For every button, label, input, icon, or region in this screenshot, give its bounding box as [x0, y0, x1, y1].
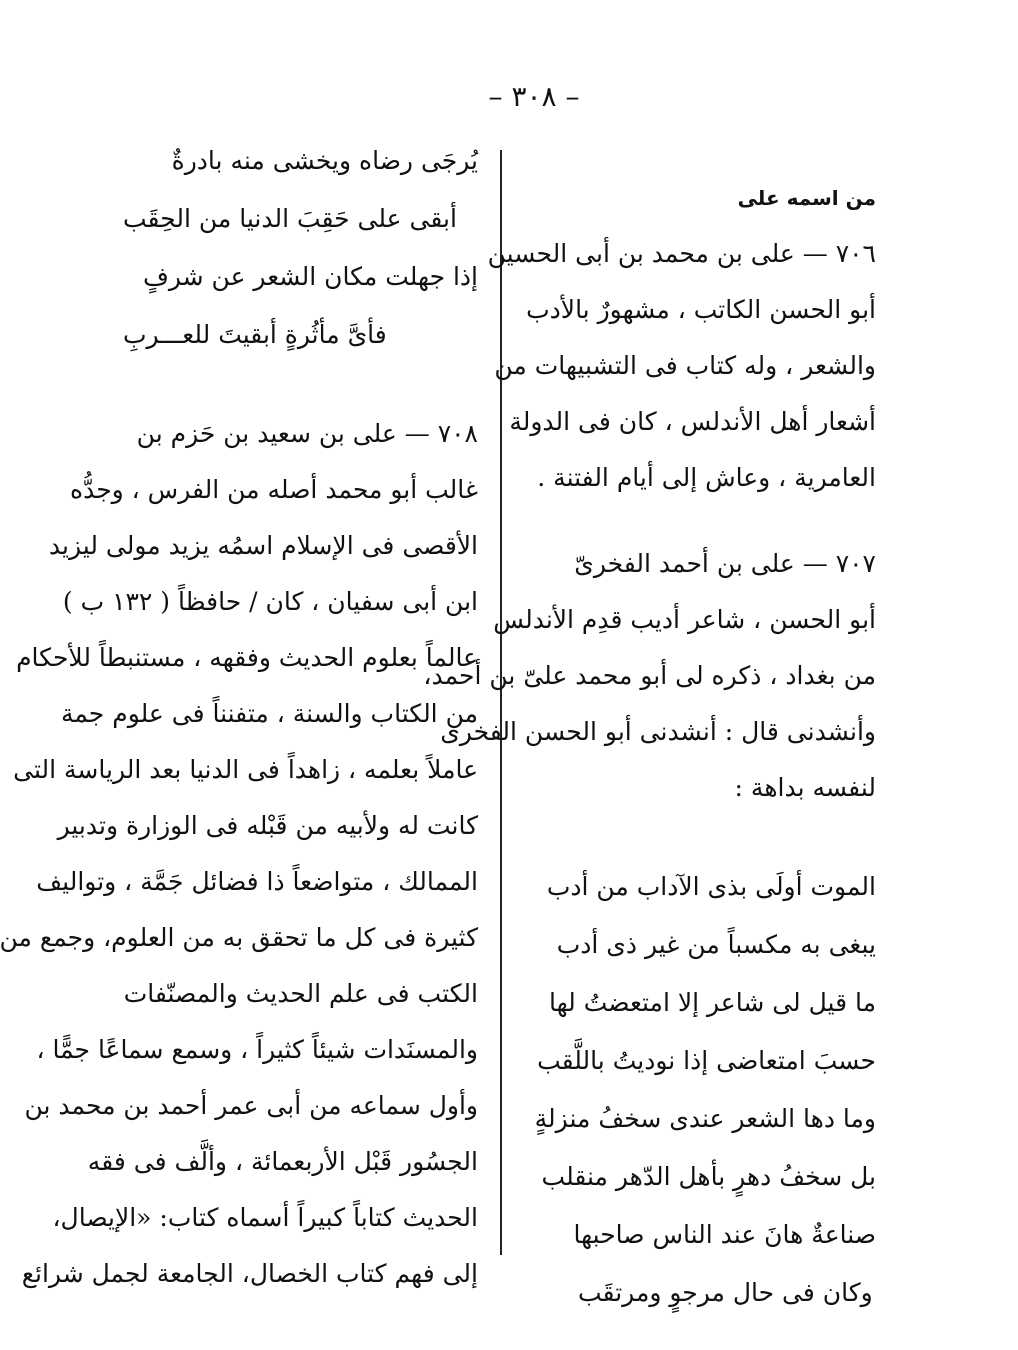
text-line: والشعر ، وله كتاب فى التشبيهات من [494, 351, 876, 380]
section-heading: من اسمه على [737, 186, 876, 210]
left-column [0, 132, 478, 1302]
text-line: عاملاً بعلمه ، زاهداً فى الدنيا بعد الرياسة التى [13, 755, 478, 784]
text-line: وأنشدنى قال : أنشدنى أبو الحسن الفخرى [440, 717, 876, 746]
text-line: ٧٠٨ — على بن سعيد بن حَزم بن [136, 419, 478, 448]
text-line: الحديث كتاباً كبيراً أسماه كتاب: «الإيصال، [52, 1203, 478, 1232]
text-line: الأقصى فى الإسلام اسمُه يزيد مولى ليزيد [48, 531, 478, 560]
text-line: كثيرة فى كل ما تحقق به من العلوم، وجمع من [0, 923, 478, 952]
right-column [423, 132, 876, 1322]
text-line: غالب أبو محمد أصله من الفرس ، وجدُّه [69, 475, 478, 504]
verse-line: صناعةٌ هانَ عند الناس صاحبها [573, 1220, 876, 1249]
text-line: الكتب فى علم الحديث والمصنّفات [123, 979, 478, 1008]
entry-708 [0, 406, 478, 1302]
page-number: – ٣٠٨ – [488, 80, 580, 113]
verse-line: بل سخفُ دهرٍ بأهل الدّهر منقلب [541, 1162, 876, 1191]
text-line: إلى فهم كتاب الخصال، الجامعة لجمل شرائع [21, 1259, 478, 1288]
text-line: ٧٠٧ — على بن أحمد الفخرىّ [574, 549, 876, 578]
text-line: أبو الحسن الكاتب ، مشهورٌ بالأدب [526, 295, 876, 324]
verse-line: يبغى به مكسباً من غير ذى أدب [556, 930, 876, 959]
verse-line: الموت أولَى بذى الآداب من أدب [546, 872, 876, 901]
text-line: العامرية ، وعاش إلى أيام الفتنة . [537, 463, 876, 492]
verse-line: يُرجَى رضاه ويخشى منه بادرةٌ [171, 146, 478, 175]
verse-line: أبقى على حَقِبَ الدنيا من الحِقَب [123, 204, 457, 233]
verse-line: وما دها الشعر عندى سخفُ منزلةٍ [534, 1104, 876, 1133]
text-line: ٧٠٦ — على بن محمد بن أبى الحسين [487, 239, 876, 268]
entry-706 [487, 226, 876, 506]
entry-707 [423, 536, 876, 816]
poem [526, 858, 876, 1322]
poem-continuation [123, 132, 478, 364]
verse-line: وكان فى حال مرجوٍ ومرتقَب [578, 1278, 873, 1307]
verse-line: حسبَ امتعاضى إذا نوديتُ باللَّقب [537, 1046, 876, 1075]
text-line: أبو الحسن ، شاعر أديب قدِم الأندلس [493, 605, 876, 634]
text-line: كانت له ولأبيه من قَبْله فى الوزارة وتدبير [57, 811, 478, 840]
text-line: أشعار أهل الأندلس ، كان فى الدولة [509, 407, 876, 436]
text-line: من بغداد ، ذكره لى أبو محمد علىّ بن أحمد، [423, 661, 876, 690]
text-line: من الكتاب والسنة ، متفنناً فى علوم جمة [60, 699, 478, 728]
text-line: وأول سماعه من أبى عمر أحمد بن محمد بن [24, 1091, 478, 1120]
verse-line: ما قيل لى شاعر إلا امتعضتُ لها [549, 988, 876, 1017]
text-line: لنفسه بداهة : [734, 773, 876, 802]
verse-line: فأىَّ مأثُرةٍ أبقيتَ للعـــربِ [123, 320, 387, 349]
text-line: الجسُور قَبْل الأربعمائة ، وألَّف فى فقه [87, 1147, 478, 1176]
verse-line: إذا جهلت مكان الشعر عن شرفٍ [142, 262, 478, 291]
text-line: الممالك ، متواضعاً ذا فضائل جَمَّة ، وتواليف [36, 867, 478, 896]
text-line: عالماً بعلوم الحديث وفقهه ، مستنبطاً للأحكام [16, 643, 478, 672]
text-line: والمسنَدات شيئاً كثيراً ، وسمع سماعًا جمًّا ، [36, 1035, 478, 1064]
text-line: ابن أبى سفيان ، كان / حافظاً ( ١٣٢ ب ) [62, 587, 478, 616]
